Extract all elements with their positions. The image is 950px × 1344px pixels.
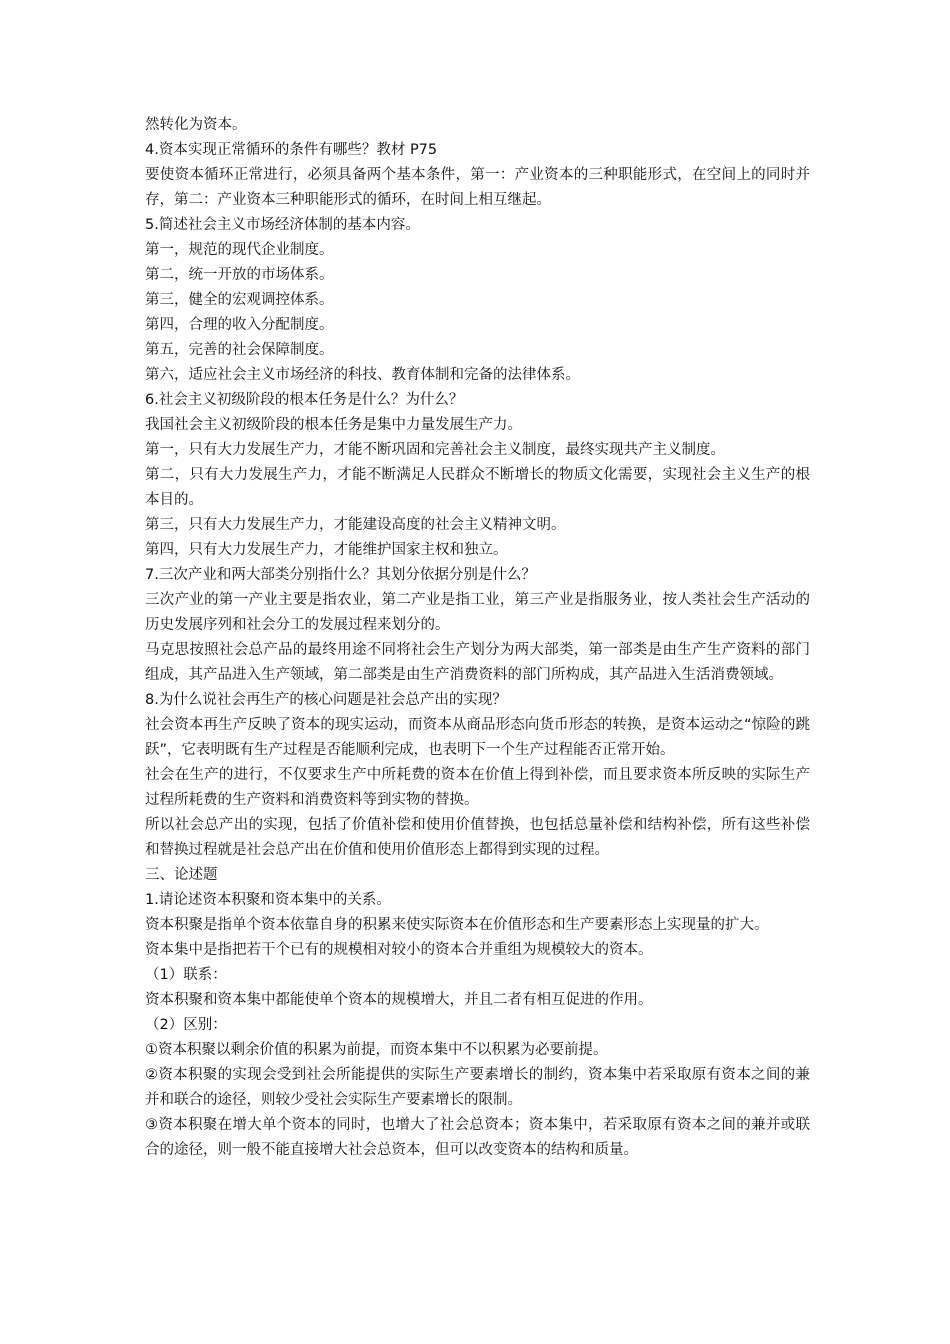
essay-1-difference-2: ②资本积聚的实现会受到社会所能提供的实际生产要素增长的制约，资本集中若采取原有资本之间的兼并和联合的途径，则较少受社会实际生产要素增长的限制。 bbox=[145, 1067, 810, 1108]
document-body bbox=[145, 113, 810, 1163]
answer-8-part-2: 社会在生产的进行，不仅要求生产中所耗费的资本在价值上得到补偿，而且要求资本所反映的实际生产过程所耗费的生产资料和消费资料等到实物的替换。 bbox=[145, 767, 810, 808]
essay-1-definition-1: 资本积聚是指单个资本依靠自身的积累来使实际资本在价值形态和生产要素形态上实现量的扩大。 bbox=[145, 917, 769, 933]
question-5-heading: 5.简述社会主义市场经济体制的基本内容。 bbox=[145, 217, 420, 233]
answer-6-intro: 我国社会主义初级阶段的根本任务是集中力量发展生产力。 bbox=[145, 417, 522, 433]
answer-5-point-3: 第三，健全的宏观调控体系。 bbox=[145, 292, 334, 308]
question-7-heading: 7.三次产业和两大部类分别指什么？其划分依据分别是什么？ bbox=[145, 567, 536, 583]
answer-6-point-1: 第一，只有大力发展生产力，才能不断巩固和完善社会主义制度，最终实现共产主义制度。 bbox=[145, 442, 725, 458]
essay-1-difference-3: ③资本积聚在增大单个资本的同时，也增大了社会总资本；资本集中，若采取原有资本之间的兼并或联合的途径，则一般不能直接增大社会总资本，但可以改变资本的结构和质量。 bbox=[145, 1117, 810, 1158]
answer-6-point-2: 第二，只有大力发展生产力，才能不断满足人民群众不断增长的物质文化需要，实现社会主义生产的根本目的。 bbox=[145, 467, 810, 508]
answer-8-part-3: 所以社会总产出的实现，包括了价值补偿和使用价值替换，也包括总量补偿和结构补偿，所有这些补偿和替换过程就是社会总产出在价值和使用价值形态上都得到实现的过程。 bbox=[145, 817, 810, 858]
answer-6-point-4: 第四，只有大力发展生产力，才能维护国家主权和独立。 bbox=[145, 542, 508, 558]
essay-1-difference-heading: （2）区别： bbox=[145, 1017, 227, 1033]
answer-5-point-1: 第一，规范的现代企业制度。 bbox=[145, 242, 334, 258]
answer-5-point-6: 第六，适应社会主义市场经济的科技、教育体制和完备的法律体系。 bbox=[145, 367, 580, 383]
paragraph-continuation: 然转化为资本。 bbox=[145, 117, 247, 133]
answer-5-point-2: 第二，统一开放的市场体系。 bbox=[145, 267, 334, 283]
question-8-heading: 8.为什么说社会再生产的核心问题是社会总产出的实现？ bbox=[145, 692, 507, 708]
essay-1-connection-heading: （1）联系： bbox=[145, 967, 227, 983]
question-6-heading: 6.社会主义初级阶段的根本任务是什么？为什么？ bbox=[145, 392, 464, 408]
answer-5-point-4: 第四，合理的收入分配制度。 bbox=[145, 317, 334, 333]
answer-8-part-1: 社会资本再生产反映了资本的现实运动，而资本从商品形态向货币形态的转换，是资本运动之“惊险的跳跃”，它表明既有生产过程是否能顺利完成，也表明下一个生产过程能否正常开始。 bbox=[145, 717, 810, 758]
essay-1-heading: 1.请论述资本积聚和资本集中的关系。 bbox=[145, 892, 391, 908]
essay-1-connection-text: 资本积聚和资本集中都能使单个资本的规模增大，并且二者有相互促进的作用。 bbox=[145, 992, 653, 1008]
essay-1-difference-1: ①资本积聚以剩余价值的积累为前提，而资本集中不以积累为必要前提。 bbox=[145, 1042, 608, 1058]
answer-7-part-1: 三次产业的第一产业主要是指农业，第二产业是指工业，第三产业是指服务业，按人类社会生产活动的历史发展序列和社会分工的发展过程来划分的。 bbox=[145, 592, 810, 633]
essay-1-definition-2: 资本集中是指把若干个已有的规模相对较小的资本合并重组为规模较大的资本。 bbox=[145, 942, 653, 958]
section-3-heading: 三、论述题 bbox=[145, 867, 218, 883]
answer-7-part-2: 马克思按照社会总产品的最终用途不同将社会生产划分为两大部类，第一部类是由生产生产资料的部门组成，其产品进入生产领域，第二部类是由生产消费资料的部门所构成，其产品进入生活消费领域。 bbox=[145, 642, 810, 683]
answer-4: 要使资本循环正常进行，必须具备两个基本条件，第一：产业资本的三种职能形式，在空间上的同时并存，第二：产业资本三种职能形式的循环，在时间上相互继起。 bbox=[145, 167, 810, 208]
answer-6-point-3: 第三，只有大力发展生产力，才能建设高度的社会主义精神文明。 bbox=[145, 517, 566, 533]
question-4-heading: 4.资本实现正常循环的条件有哪些？教材 P75 bbox=[145, 142, 438, 158]
answer-5-point-5: 第五，完善的社会保障制度。 bbox=[145, 342, 334, 358]
